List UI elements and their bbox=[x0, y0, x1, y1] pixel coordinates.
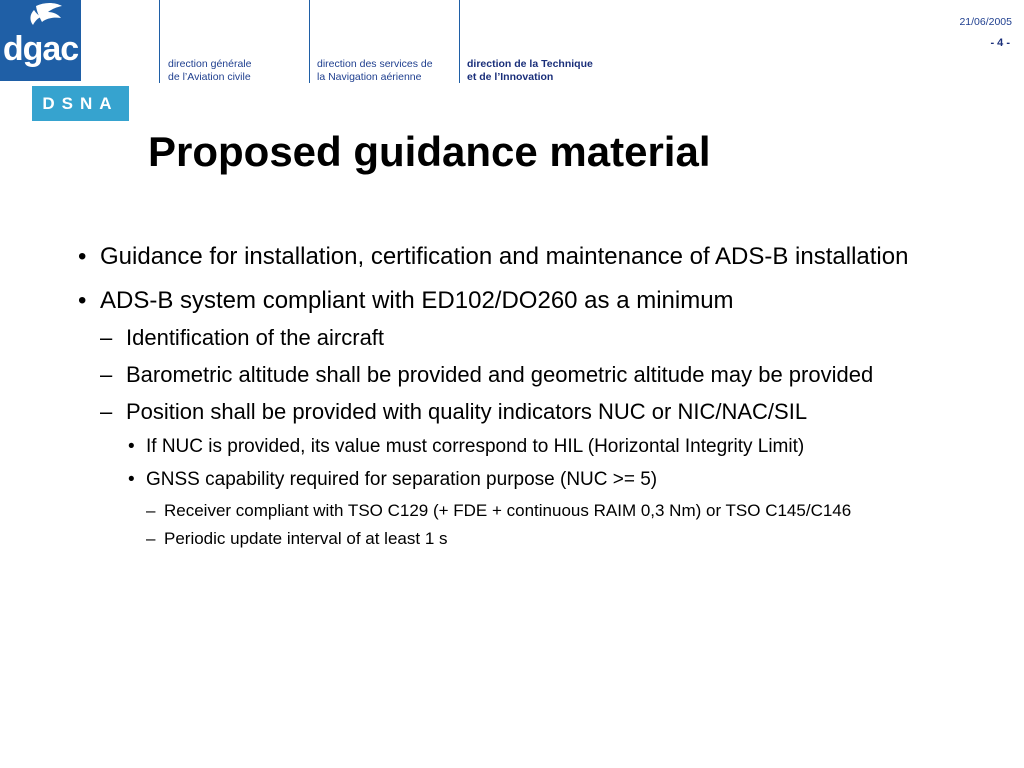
bullet-marker: • bbox=[128, 469, 135, 490]
department-line: la Navigation aérienne bbox=[317, 71, 422, 83]
department-dgac bbox=[168, 58, 251, 84]
bullet-list bbox=[78, 240, 978, 555]
bullet-marker: • bbox=[78, 243, 87, 270]
slide-date: 21/06/2005 bbox=[959, 16, 1012, 28]
department-line: direction des services de bbox=[317, 58, 433, 70]
page-number: - 4 - bbox=[990, 37, 1010, 49]
department-line: direction de la Technique bbox=[467, 58, 593, 70]
bullet-item bbox=[78, 284, 940, 318]
sub-sub-bullet-text: GNSS capability required for separation purpose (NUC >= 5) bbox=[146, 469, 658, 490]
sub-bullet-item bbox=[78, 396, 906, 427]
slide-title: Proposed guidance material bbox=[148, 128, 711, 175]
bullet-marker: • bbox=[128, 436, 135, 457]
sub-bullet-item bbox=[78, 359, 906, 390]
department-dsna bbox=[317, 58, 433, 84]
department-line: et de l’Innovation bbox=[467, 71, 554, 83]
dash-marker: – bbox=[100, 399, 113, 424]
department-dti bbox=[467, 58, 593, 84]
dgac-logo-text: dgac bbox=[2, 30, 79, 68]
department-line: direction générale bbox=[168, 58, 252, 70]
fourth-level-text: Receiver compliant with TSO C129 (+ FDE + continuous RAIM 0,3 Nm) or TSO C145/C146 bbox=[164, 501, 852, 520]
sub-bullet-text: Identification of the aircraft bbox=[126, 325, 385, 350]
dash-marker: – bbox=[146, 529, 156, 548]
department-line: de l’Aviation civile bbox=[168, 71, 251, 83]
sub-sub-bullet-text: If NUC is provided, its value must correspond to HIL (Horizontal Integrity Limit) bbox=[146, 436, 805, 457]
fourth-level-item bbox=[78, 527, 994, 551]
bullet-text: Guidance for installation, certification and maintenance of ADS-B installation bbox=[100, 243, 909, 270]
header-divider bbox=[309, 0, 310, 83]
sub-sub-bullet-item bbox=[78, 466, 976, 493]
sub-sub-bullet-item bbox=[78, 433, 976, 460]
sub-bullet-text: Barometric altitude shall be provided and geometric altitude may be provided bbox=[126, 362, 874, 387]
bullet-text: ADS-B system compliant with ED102/DO260 as a minimum bbox=[100, 287, 734, 314]
sub-bullet-text: Position shall be provided with quality indicators NUC or NIC/NAC/SIL bbox=[126, 399, 808, 424]
header-divider bbox=[159, 0, 160, 83]
fourth-level-item bbox=[78, 499, 994, 523]
sub-bullet-item bbox=[78, 322, 906, 353]
dsna-logo: DSNA bbox=[32, 86, 129, 121]
bullet-marker: • bbox=[78, 287, 87, 314]
header-divider bbox=[459, 0, 460, 83]
fourth-level-text: Periodic update interval of at least 1 s bbox=[164, 529, 448, 548]
dash-marker: – bbox=[100, 325, 113, 350]
bullet-item bbox=[78, 240, 940, 274]
dash-marker: – bbox=[100, 362, 113, 387]
dgac-logo bbox=[0, 0, 81, 81]
dash-marker: – bbox=[146, 501, 156, 520]
